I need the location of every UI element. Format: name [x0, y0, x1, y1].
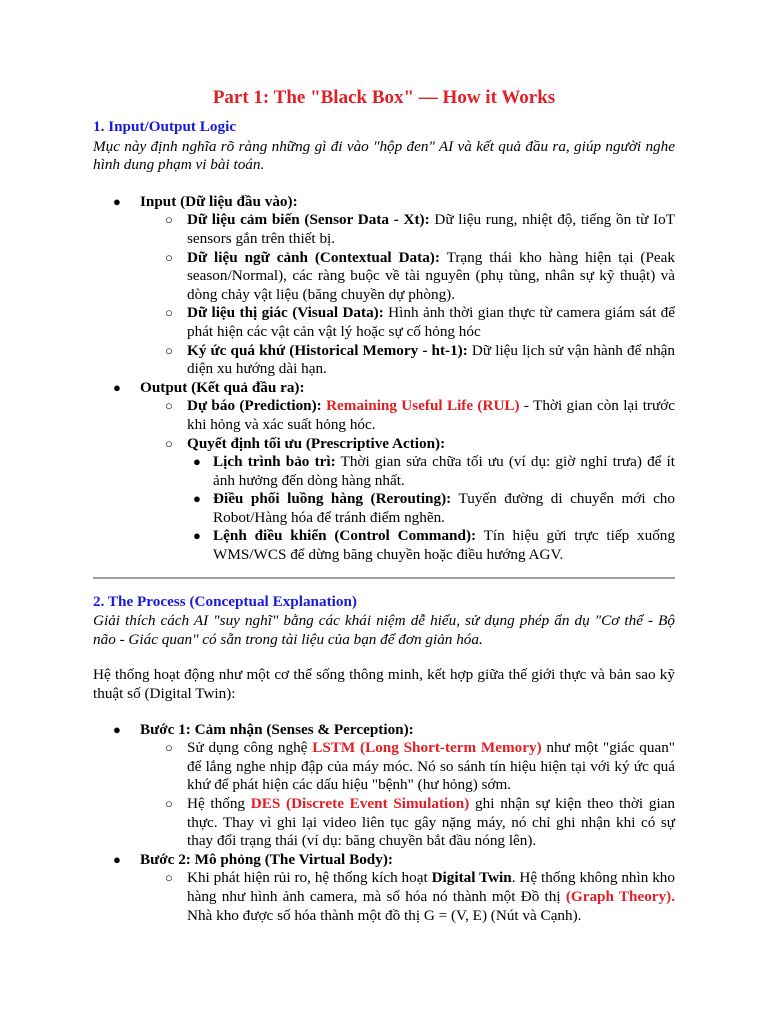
item-text: Hình ảnh thời gian thực từ camera giám sát để phát hiện các vật cản vật lý hoặc sự cố hỏng hóc: [187, 304, 675, 340]
bullet-circle-icon: ○: [165, 249, 173, 265]
step1-sublist: [93, 739, 675, 851]
section2-heading: 2. The Process (Conceptual Explanation): [93, 592, 357, 610]
item-term: Lịch trình bảo trì:: [213, 453, 336, 471]
bullet-circle-icon: ○: [165, 305, 173, 321]
spacer: [93, 704, 675, 721]
list-item: [140, 397, 675, 434]
input-list-item: [93, 193, 675, 379]
item-term: Dự báo (Prediction):: [187, 397, 322, 415]
bullet-dot-icon: ●: [113, 379, 121, 395]
input-label: Input (Dữ liệu đầu vào):: [140, 192, 298, 210]
output-label: Output (Kết quả đầu ra):: [140, 378, 305, 396]
item-text: Khi phát hiện rủi ro, hệ thống kích hoạt: [187, 869, 432, 887]
item-text: Dữ liệu lịch sử vận hành để nhận diện xu hướng dài hạn.: [187, 341, 675, 378]
bullet-dot-icon: ●: [193, 454, 201, 470]
input-sublist: [93, 211, 675, 378]
list-item: [140, 304, 675, 341]
item-text: Nhà kho được số hóa thành một đồ thị G = (V, E) (Nút và Cạnh).: [187, 906, 582, 924]
item-text: như một "giác quan" để lắng nghe nhịp đập của máy móc. Nó so sánh tín hiệu hiện tại với ký ức quá khứ để phát hiện các dấu hiệu "bệnh" (hư hỏng) sớm.: [187, 739, 675, 794]
step2-label: Bước 2: Mô phỏng (The Virtual Body):: [140, 850, 393, 868]
item-text: Thời gian sửa chữa tối ưu (ví dụ: giờ nghỉ trưa) để ít ảnh hưởng đến dòng hàng nhất.: [213, 453, 675, 489]
bullet-circle-icon: ○: [165, 870, 173, 886]
des-highlight: DES (Discrete Event Simulation): [250, 795, 470, 812]
bullet-dot-icon: ●: [113, 851, 121, 867]
rul-highlight: Remaining Useful Life (RUL): [326, 397, 520, 415]
item-text: Dữ liệu rung, nhiệt độ, tiếng ồn từ IoT sensors gắn trên thiết bị.: [187, 211, 675, 247]
spacer: [93, 175, 675, 193]
spacer: [93, 649, 675, 666]
horizontal-rule: [93, 577, 675, 579]
list-item: [140, 342, 675, 379]
item-text: Trạng thái kho hàng hiện tại (Peak season/Normal), các ràng buộc về tài nguyên (phụ tùng, nhân sự kỹ thuật) và dòng chảy vật liệu (băng chuyền dự phòng).: [187, 248, 675, 303]
section1-intro: Mục này định nghĩa rõ ràng những gì đi vào "hộp đen" AI và kết quả đầu ra, giúp người nghe hình dung phạm vi bài toán.: [93, 137, 675, 174]
section2-paragraph: Hệ thống hoạt động như một cơ thể sống thông minh, kết hợp giữa thế giới thực và bản sao kỹ thuật số (Digital Twin):: [93, 666, 675, 703]
step1-label: Bước 1: Cảm nhận (Senses & Perception):: [140, 720, 414, 738]
item-text: - Thời gian còn lại trước khi hỏng và xác suất hỏng hóc.: [187, 397, 675, 433]
digital-twin-term: Digital Twin: [431, 869, 512, 887]
list-item: [140, 739, 675, 795]
list-item: [140, 435, 675, 565]
item-text: . Hệ thống không nhìn kho hàng như hình ảnh camera, mà số hóa nó thành một Đồ thị: [187, 869, 675, 905]
item-text: Tín hiệu gửi trực tiếp xuống WMS/WCS để dừng băng chuyền hoặc điều hướng AGV.: [213, 527, 675, 564]
list-item: [187, 453, 675, 490]
bullet-circle-icon: ○: [165, 398, 173, 414]
item-text: Sử dụng công nghệ: [187, 739, 313, 757]
document-page: [93, 86, 675, 925]
bullet-dot-icon: ●: [193, 528, 201, 544]
lstm-highlight: LSTM (Long Short-term Memory): [312, 739, 542, 757]
list-item: [187, 490, 675, 527]
item-term: Lệnh điều khiển (Control Command):: [213, 527, 477, 545]
item-text: Tuyến đường di chuyển mới cho Robot/Hàng hóa để tránh điểm nghẽn.: [213, 490, 675, 526]
graph-theory-highlight: (Graph Theory).: [565, 887, 675, 905]
item-term: Quyết định tối ưu (Prescriptive Action):: [187, 434, 446, 452]
list-item: [140, 869, 675, 925]
step2-sublist: [93, 869, 675, 925]
item-term: Ký ức quá khứ (Historical Memory - ht-1):: [187, 341, 468, 359]
section2-list: [93, 721, 675, 926]
item-text: Hệ thống: [187, 795, 251, 812]
bullet-circle-icon: ○: [165, 796, 173, 811]
bullet-dot-icon: ●: [113, 193, 121, 209]
bullet-dot-icon: ●: [193, 491, 201, 507]
item-term: Dữ liệu thị giác (Visual Data):: [187, 304, 384, 322]
output-sublist: [93, 397, 675, 564]
list-item: [140, 249, 675, 305]
bullet-circle-icon: ○: [165, 435, 173, 451]
bullet-circle-icon: ○: [165, 740, 173, 756]
bullet-circle-icon: ○: [165, 212, 173, 228]
item-text: ghi nhận sự kiện theo thời gian thực. Thay vì ghi lại video liên tục gây nặng máy, nó chỉ ghi nhận khi có sự thay đổi trạng thái (ví dụ: băng chuyền bắt đầu nóng lên).: [187, 795, 675, 850]
section2-intro: Giải thích cách AI "suy nghĩ" bằng các khái niệm dễ hiểu, sử dụng phép ẩn dụ "Cơ thể - Bộ não - Giác quan" có sẵn trong tài liệu của bạn để đơn giản hóa.: [93, 612, 675, 648]
prescriptive-sublist: [187, 453, 675, 565]
section1-list: [93, 193, 675, 565]
bullet-circle-icon: ○: [165, 342, 173, 358]
output-list-item: [93, 379, 675, 565]
list-item: [187, 527, 675, 564]
item-term: Dữ liệu cảm biến (Sensor Data - Xt):: [187, 211, 430, 229]
page-title: Part 1: The "Black Box" — How it Works: [212, 87, 556, 108]
list-item: [140, 795, 675, 851]
item-term: Dữ liệu ngữ cảnh (Contextual Data):: [187, 248, 440, 266]
step1-list-item: [93, 721, 675, 851]
list-item: [140, 211, 675, 248]
bullet-dot-icon: ●: [113, 721, 121, 737]
step2-list-item: [93, 851, 675, 925]
item-term: Điều phối luồng hàng (Rerouting):: [213, 490, 452, 508]
section1-heading: 1. Input/Output Logic: [93, 118, 237, 135]
